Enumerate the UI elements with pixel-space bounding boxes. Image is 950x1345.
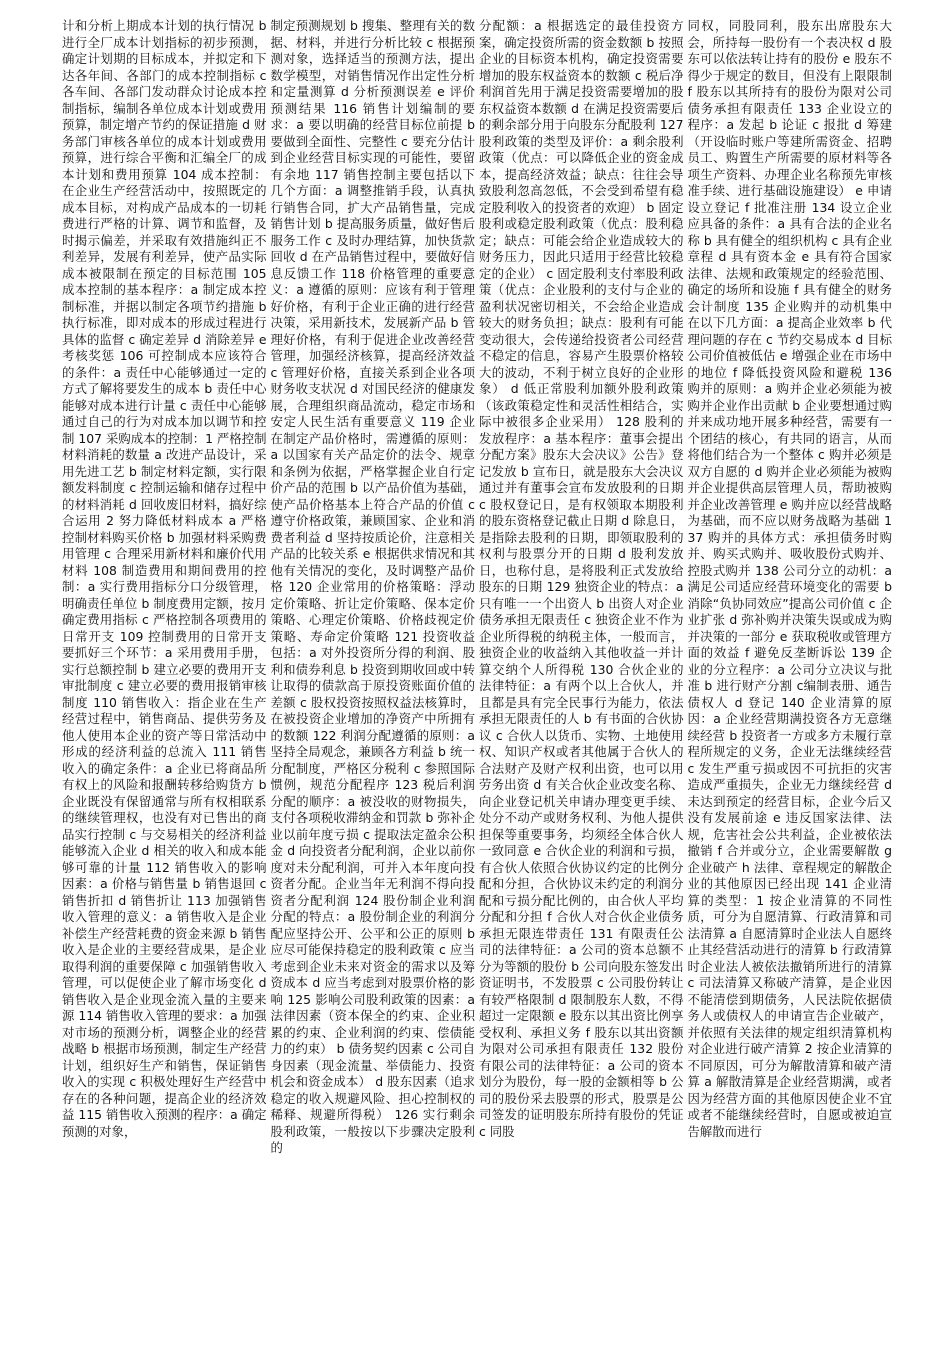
column-text: 制定预测规划 b 搜集、整理有关的数据、材料，并进行分析比较 c 根据预测对象，选择适当的预测方法，提出数学模型，对销售情况作出定性分析和定量测算 d 分析预测误差 e 评价预测结果 116 销售计划编制的要求：a 要以明确的经营目标位前提 b 要做到全面性、完整性 c 要充分估计到企业经营目标实现的可能性，要留有余地 117 销售控制主要包括以下几个方面：a 调整推销手段，认真执行销售合同，扩大产品销售量，完成销售计划 b 提高服务质量，做好售后服务工作 c 及时办理结算，加快货款回收 d 在产品销售过程中，要做好信息反馈工作 118 价格管理的重要意义：a 遵循的原则：应该有利于管理好价格，有利于企业正确的进行经营决策，采用新技术，发展新产品 b 管理好价格，有利于促进企业改善经营管理，加强经济核算，提高经济效益 c 管理好价格，直接关系到企业各项财务收支状况 d 对国民经济的健康发展，合理组织商品流动，稳定市场和安定人民生活有重要意义 119 企业在制定产品价格时，需遵循的原则：a 以国家有关产品定价的法令、规章和条例为依据，严格掌握企业自行定价产品的范围 b 以产品价值为基础，使产品价格基本上符合产品的价值 c 遵守价格政策，兼顾国家、企业和消费者利益 d 坚持按质论价，注意相关产品的比较关系 e 根据供求情况和其他有关情况的变化，及时调整产品价格 120 企业常用的价格策略：浮动定价策略、折让定价策略、保本定价策略、心理定价策略、价格歧视定价策略、寿命定价策略 121 投资收益包括：a 对外投资所分得的利润、股利和债券利息 b 投资到期收回或中转让取得的债款高于原投资账面价值的差额 c 股权投资按照权益法核算时，在被投资企业增加的净资产中所拥有的数额 122 利润分配遵循的原则：a 坚持全局观念，兼顾各方利益 b 统一分配制度，严格区分税利 c 参照国际惯例，规范分配程序 123 税后利润分配的顺序：a 被没收的财物损失，支付各项税收滞纳金和罚款 b 弥补企业以前年度亏损 c 提取法定盈余公积金 d 向投资者分配利润，企业以前你度对未分配利润，可并入本年度向投资者分配。企业当年无利润不得向投资者分配利润 124 股份制企业利润分配的特点：a 股份制企业的利润分配应坚持公开、公平和公正的原则 b 应尽可能保持稳定的股利政策 c 应当考虑到企业未来对资金的需求以及筹资成本 d 应当考虑到对股票价格的影响 125 影响公司股利政策的因素：a 法律因素（资本保全的约束、企业积累的约束、企业利润的约束、偿债能力的约束） b 债务契约因素 c 公司自身因素（现金流量、举债能力、投资机会和资金成本） d 股东因素（追求稳定的收入规避风险、担心控制权的稀释、规避所得税） 126 实行剩余股利政策，一般按以下步骤决定股利的 <box>270 18 475 1155</box>
column-text: 计和分析上期成本计划的执行情况 b 进行全厂成本计划指标的初步预测，确定计划期的目标成本，并拟定和下达各年间、各部门的成本控制指标 c 各车间、各部门发动群众讨论成本控制指标，编制各单位成本计划或费用预算，制定增产节约的保证措施 d 财务部门审核各单位的成本计划或费用预算，进行综合平衡和汇编全厂的成本计划和费用预算 104 成本控制：在企业生产经营活动中，按照既定的成本目标，对构成产品成本的一切耗费进行严格的计算、调节和监督，及时揭示偏差，并采取有效措施纠正不利差异，发展有利差异，使产品实际成本被限制在预定的目标范围 105 成本控制的基本程序：a 制定成本控制标准，并据以制定各项节约措施 b 执行标准，即对成本的形成过程进行具体的监督 c 确定差异 d 消除差异 e 考核奖惩 106 可控制成本应该符合的条件：a 责任中心能够通过一定的方式了解将要发生的成本 b 责任中心能够对成本进行计量 c 责任中心能够通过自己的行为对成本加以调节和控制 107 采购成本的控制：1 严格控制材料消耗的数量 a 改进产品设计，采用先进工艺 b 制定材料定额，实行限额发料制度 c 控制运输和储存过程中的材料消耗 d 回收废旧材料，搞好综合运用 2 努力降低材料成本 a 严格控制材料购买价格 b 加强材料采购费用管理 c 合理采用新材料和廉价代用材料 108 制造费用和期间费用的控制：a 实行费用指标分口分级管理，明确责任单位 b 制度费用定额，按月确定费用指标 c 严格控制各项费用的日常开支 109 控制费用的日常开支要抓好三个环节：a 采用费用手册，实行总额控制 b 建立必要的费用开支审批制度 c 建立必要的费用报销审核制度 110 销售收入：指企业在生产经营过程中，销售商品、提供劳务及他人使用本企业的资产等日常活动中形成的经济利益的总流入 111 销售收入的确定条件：a 企业已将商品所有权上的风险和报酬转移给购货方 b 企业既没有保留通常与所有权相联系的继续管理权，也没有对已售出的商品实行控制 c 与交易相关的经济利益能够流入企业 d 相关的收入和成本能够可靠的计量 112 销售收入的影响因素：a 价格与销售量 b 销售退回 c 销售折扣 d 销售折让 113 加强销售收入管理的意义：a 销售收入是企业补偿生产经营耗费的资金来源 b 销售收入是企业的主要经营成果，是企业取得利润的重要保障 c 加强销售收入管理，可以促使企业了解市场变化 d 销售收入是企业现金流入量的主要来源 114 销售收入管理的要求：a 加强对市场的预测分析，调整企业的经营战略 b 根据市场预测，制定生产经营计划，组织好生产和销售，保证销售收入的实现 c 积极处理好生产经营中存在的各种问题，提高企业的经济效益 115 销售收入预测的程序：a 确定预测的对象， <box>62 18 267 1139</box>
column-text: 同权，同股同利，股东出席股东大会，所持每一股份有一个表决权 d 股东可以依法转让持有的股份 e 股东不得少于规定的数目，但没有上限限制 f 股东以其所持有的股份为限对公司债务承担有限责任 133 企业设立的程序：a 发起 b 论证 c 报批 d 筹建（开设临时账户等建所需资金、招聘员工、购置生产所需要的原材料等各项生产资料、办理企业名称预先审核准手续、进行基础设施建设） e 申请设立登记 f 批准注册 134 设立企业应具备的条件：a 具有合法的企业名称 b 具有健全的组织机构 c 具有企业章程 d 具有资本金 e 具有符合国家法律、法规和政策规定的经验范围、确定的场所和设施 f 具有健全的财务会计制度 135 企业购并的动机集中在以下几方面：a 提高企业效率 b 代理问题的存在 c 节约交易成本 d 目标公司价值被低估 e 增强企业在市场中的地位 f 降低投资风险和避税 136 购并的原则：a 购并企业必须能为被购并企业作出贡献 b 企业要想通过购并来成功地开展多种经营，需要有一个团结的核心，有共同的语言，从而将他们结合为一个整体 c 购并必须是双方自愿的 d 购并企业必须能为被购并企业提供高层管理人员，帮助被购并企业改善管理 e 购并应以经营战略为基础，而不应以财务战略为基础 137 购并的具体方式：承担债务时购并、购买式购并、吸收股份式购并、控股式购并 138 公司分立的动机：a 满足公司适应经营环境变化的需要 b 消除“负协同效应”提高公司价值 c 企业扩张 d 弥补购并决策失误或成为购并决策的一部分 e 获取税收或管理方面的效益 f 避免反垄断诉讼 139 企业的分立程序：a 公司分立决议与批准 b 进行财产分割 c编制表册、通告债权人 d 登记 140 企业清算的原因：a 企业经营期满投资各方无意继续经营 b 投资者一方或多方未履行章程所规定的义务，企业无法继续经营 c 发生严重亏损或因不可抗拒的灾害造成严重损失，企业无力继续经营 d 未达到预定的经营目标，企业今后又没有发展前途 e 违反国家法律、法规，危害社会公共利益，企业被依法撤销 f 合并或分立，企业需要解散 g 企业破产 h 法律、章程规定的解散企业的其他原因已经出现 141 企业清算的类型：1 按企业清算的不同性质，可分为自愿清算、行政清算和司法清算 a 自愿清算时企业法人自愿终止其经营活动进行的清算 b 行政清算时企业法人被依法撤销所进行的清算 c 司法清算又称破产清算，是企业因不能清偿到期债务，人民法院依据债务人或债权人的申请宣告企业破产，并依照有关法律的规定组织清算机构对企业进行破产清算 2 按企业清算的不同原因，可分为解散清算和破产清算 a 解散清算是企业经营期满，或者因为经营方面的其他原因使企业不宜或者不能继续经营时，自愿或被迫宣告解散而进行 <box>687 18 892 1139</box>
document-page <box>62 18 892 1318</box>
text-column-3 <box>479 18 684 1318</box>
text-column-1 <box>62 18 267 1318</box>
text-column-2 <box>271 18 476 1318</box>
column-text: 分配额：a 根据选定的最佳投资方案，确定投资所需的资金数额 b 按照企业的目标资本机构，确定投资需要增加的股东权益资本的数额 c 税后净利润首先用于满足投资需要增加的股东权益资本数额 d 在满足投资需要后的剩余部分用于向股东分配股利 127 股利政策的类型及评价：a 剩余股利政策（优点：可以降低企业的资金成本，提高经济效益；缺点：往往会导致股利忽高忽低，不会受到希望有稳定股利收入的投资者的欢迎） b 固定股利或稳定股利政策（优点：股利稳定；缺点：可能会给企业造成较大的财务压力，因此只适用于经营比较稳定的企业） c 固定股利支付率股利政策（优点：企业股利的支付与企业的盈利状况密切相关，不会给企业造成较大的财务负担；缺点：股利有可能变动很大，会传递给投资者公司经营不稳定的信息，容易产生股票价格较大的波动，不利于树立良好的企业形象） d 低正常股利加额外股利政策（该政策稳定性和灵活性相结合，实际中被很多企业采用） 128 股利的发放程序：a 基本程序：董事会提出分配方案》股东大会决议》公告》登记发放 b 宣布日，就是股东大会决议通过并有董事会宣布发放股利的日期 c 股权登记日，是有权领取本期股利的股东资格登记截止日期 d 除息日，是指除去股利的日期，即领取股利的权利与股票分开的日期 d 股利发放日，也称付息，是将股利正式发放给股东的日期 129 独资企业的特点：a 只有唯一一个出资人 b 出资人对企业债务承担无限责任 c 独资企业不作为企业所得税的纳税主体，一般而言，独资企业的收益纳入其他收益一并计算交纳个人所得税 130 合伙企业的法律特征：a 有两个以上合伙人，并且都是具有完全民事行为能力，依法承担无限责任的人 b 有书面的合伙协议 c 合伙人以货币、实物、土地使用权、知识产权或者其他属于合伙人的合法财产及财产权利出资，也可以用劳务出资 d 有关合伙企业改变名称、向企业登记机关申请办理变更手续、处分不动产或财务权利、为他人提供担保等重要事务，均须经全体合伙人一致同意 e 合伙企业的利润和亏损，有合伙人依照合伙协议约定的比例分配和分担，合伙协议未约定的利润分配和亏损分配比例的，由合伙人平均分配和分担 f 合伙人对合伙企业债务承担无限连带责任 131 有限责任公司的法律特征：a 公司的资本总额不分为等额的股份 b 公司向股东签发出资证明书，不发股票 c 公司股份转让有较严格限制 d 限制股东人数，不得超过一定限额 e 股东以其出资比例享受权利、承担义务 f 股东以其出资额为限对公司承担有限责任 132 股份有限公司的法律特征：a 公司的资本划分为股份，每一股的金额相等 b 公司的股份采去股票的形式，股票是公司签发的证明股东所持有股份的凭证 c 同股 <box>479 18 684 1139</box>
text-column-4 <box>688 18 893 1318</box>
